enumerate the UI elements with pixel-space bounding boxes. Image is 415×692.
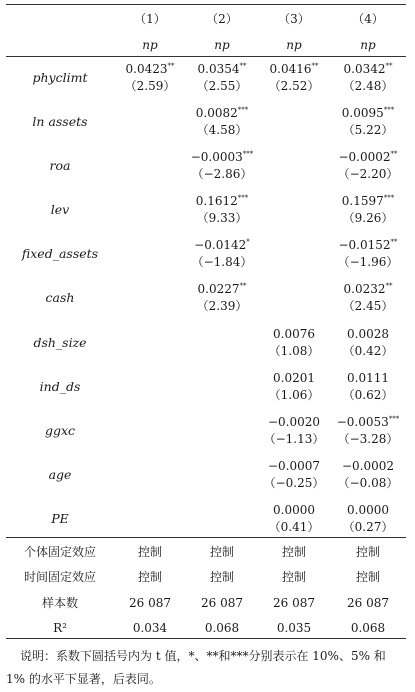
coefficient-value: 0.0082	[195, 106, 238, 120]
coefficient	[330, 62, 406, 76]
significance-stars: **	[385, 282, 393, 290]
column-number-3: （3）	[278, 12, 310, 26]
significance-stars: **	[311, 62, 319, 70]
t-statistic: （−1.84）	[191, 255, 253, 269]
coefficient-value: 0.0095	[341, 106, 384, 120]
coefficient	[258, 503, 330, 517]
t-statistic: （1.08）	[268, 344, 320, 358]
table-note-line-2: 1% 的水平下显著，后表同。	[6, 672, 161, 686]
footer-value: 控制	[209, 545, 234, 559]
coefficient	[330, 327, 406, 341]
t-statistic: （1.06）	[268, 388, 320, 402]
significance-stars: **	[390, 150, 398, 158]
footer-value: 控制	[355, 570, 380, 584]
dependent-variable-4: np	[360, 38, 376, 52]
coefficient	[258, 459, 330, 473]
t-statistic: （2.52）	[268, 79, 320, 93]
footer-value: 26 087	[201, 596, 243, 610]
t-statistic: （4.58）	[196, 123, 248, 137]
coefficient	[330, 371, 406, 385]
coefficient-value: 0.0028	[347, 327, 389, 341]
coefficient	[330, 282, 406, 296]
footer-value: 26 087	[129, 596, 171, 610]
footer-value: 控制	[281, 545, 306, 559]
coefficient-value: 0.0227	[197, 282, 240, 296]
significance-stars: ***	[383, 106, 395, 114]
significance-stars: **	[167, 62, 175, 70]
coefficient	[330, 503, 406, 517]
coefficient	[186, 194, 258, 208]
coefficient-value: 0.1597	[341, 194, 384, 208]
significance-stars: ***	[237, 194, 249, 202]
significance-stars: **	[239, 62, 247, 70]
t-statistic: （9.26）	[342, 211, 394, 225]
dependent-variable-3: np	[286, 38, 302, 52]
table-top-rule	[6, 4, 406, 5]
coefficient-value: 0.0423	[125, 62, 168, 76]
table-note-line-1: 说明：系数下圆括号内为 t 值，*、**和***分别表示在 10%、5% 和	[20, 649, 386, 663]
coefficient-value: 0.0111	[347, 371, 389, 385]
footer-value: 26 087	[273, 596, 315, 610]
t-statistic: （2.48）	[342, 79, 394, 93]
t-statistic: （5.22）	[342, 123, 394, 137]
coefficient	[330, 238, 406, 252]
t-statistic: （2.55）	[196, 79, 248, 93]
t-statistic: （−3.28）	[337, 432, 399, 446]
footer-label-4: R²	[53, 621, 67, 635]
t-statistic: （2.59）	[124, 79, 176, 93]
coefficient-value: 0.0416	[269, 62, 312, 76]
footer-label-3: 样本数	[41, 596, 78, 610]
t-statistic: （−1.13）	[263, 432, 325, 446]
coefficient	[186, 238, 258, 252]
footer-value: 0.068	[350, 621, 386, 635]
t-statistic: （−2.86）	[191, 167, 253, 181]
t-statistic: （0.27）	[342, 520, 394, 534]
row-label-lev: lev	[50, 202, 70, 217]
footer-value: 26 087	[347, 596, 389, 610]
coefficient-value: −0.0002	[341, 459, 395, 473]
footer-value: 控制	[209, 570, 234, 584]
dependent-variable-2: np	[214, 38, 230, 52]
t-statistic: （9.33）	[196, 211, 248, 225]
t-statistic: （−0.25）	[263, 476, 325, 490]
coefficient	[258, 62, 330, 76]
coefficient-value: 0.1612	[195, 194, 238, 208]
coefficient-value: 0.0342	[343, 62, 386, 76]
table-note	[6, 645, 405, 691]
t-statistic: （2.39）	[196, 299, 248, 313]
footer-label-1: 个体固定效应	[23, 545, 96, 559]
coefficient-value: −0.0020	[267, 415, 321, 429]
row-label-phyclimt: phyclimt	[32, 70, 88, 85]
body-bottom-rule	[6, 537, 406, 538]
coefficient	[330, 459, 406, 473]
coefficient	[258, 327, 330, 341]
dependent-variable-1: np	[142, 38, 158, 52]
row-label-roa: roa	[49, 158, 71, 173]
coefficient-value: 0.0354	[197, 62, 240, 76]
row-label-dsh-size: dsh_size	[33, 335, 87, 350]
column-number-2: （2）	[206, 12, 238, 26]
coefficient	[114, 62, 186, 76]
significance-stars: **	[239, 282, 247, 290]
footer-value: 控制	[281, 570, 306, 584]
footer-label-2: 时间固定效应	[23, 570, 96, 584]
coefficient-value: 0.0000	[273, 503, 315, 517]
significance-stars: *	[246, 238, 250, 246]
coefficient-value: −0.0053	[336, 415, 389, 429]
significance-stars: **	[390, 238, 398, 246]
row-label-pe: PE	[51, 511, 69, 526]
significance-stars: ***	[388, 415, 400, 423]
row-label-ind-ds: ind_ds	[39, 379, 81, 394]
coefficient-value: −0.0152	[338, 238, 391, 252]
t-statistic: （0.62）	[342, 388, 394, 402]
coefficient-value: −0.0003	[190, 150, 243, 164]
t-statistic: （−1.96）	[337, 255, 399, 269]
coefficient	[330, 194, 406, 208]
coefficient-value: 0.0201	[273, 371, 315, 385]
t-statistic: （−2.20）	[337, 167, 399, 181]
row-label-ggxc: ggxc	[44, 423, 76, 438]
coefficient	[258, 371, 330, 385]
footer-value: 控制	[137, 545, 162, 559]
significance-stars: ***	[237, 106, 249, 114]
coefficient	[186, 106, 258, 120]
footer-value: 控制	[137, 570, 162, 584]
t-statistic: （0.42）	[342, 344, 394, 358]
significance-stars: ***	[242, 150, 254, 158]
coefficient	[330, 106, 406, 120]
t-statistic: （−0.08）	[337, 476, 399, 490]
table-bottom-rule	[6, 638, 406, 639]
coefficient	[186, 282, 258, 296]
row-label-ln-assets: ln assets	[32, 114, 88, 129]
row-label-age: age	[48, 467, 72, 482]
coefficient	[186, 150, 258, 164]
significance-stars: ***	[383, 194, 395, 202]
coefficient-value: 0.0232	[343, 282, 386, 296]
coefficient-value: 0.0076	[273, 327, 315, 341]
coefficient	[330, 415, 406, 429]
footer-value: 0.034	[132, 621, 168, 635]
coefficient-value: −0.0142	[194, 238, 247, 252]
footer-value: 0.068	[204, 621, 240, 635]
footer-value: 0.035	[276, 621, 312, 635]
coefficient	[258, 415, 330, 429]
header-rule	[6, 56, 406, 57]
coefficient-value: 0.0000	[347, 503, 389, 517]
significance-stars: **	[385, 62, 393, 70]
row-label-fixed-assets: fixed_assets	[21, 246, 99, 261]
column-number-4: （4）	[352, 12, 384, 26]
footer-value: 控制	[355, 545, 380, 559]
coefficient	[186, 62, 258, 76]
coefficient-value: −0.0007	[267, 459, 321, 473]
t-statistic: （2.45）	[342, 299, 394, 313]
coefficient	[330, 150, 406, 164]
coefficient-value: −0.0002	[338, 150, 391, 164]
column-number-1: （1）	[134, 12, 166, 26]
row-label-cash: cash	[45, 290, 75, 305]
t-statistic: （0.41）	[268, 520, 320, 534]
